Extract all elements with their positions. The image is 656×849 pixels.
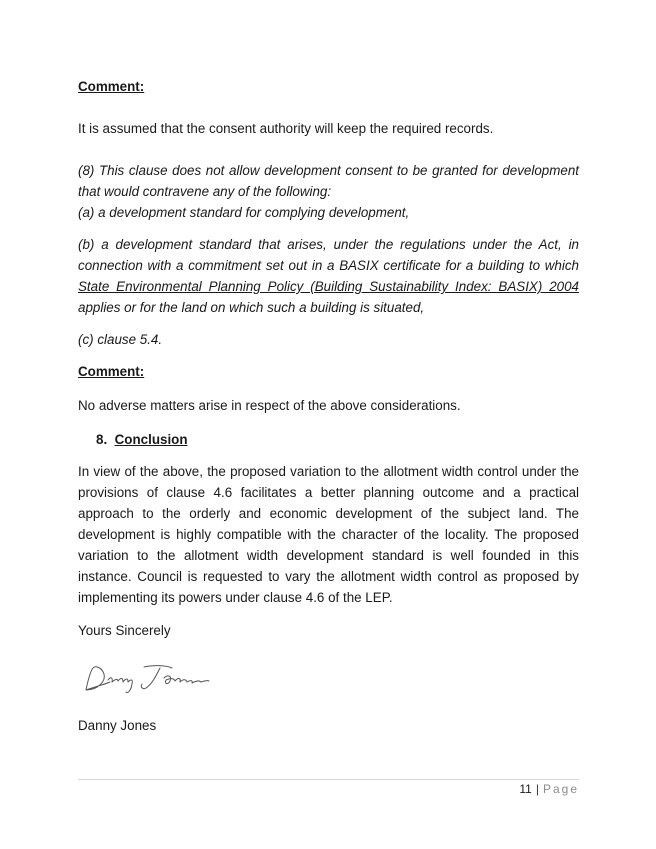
page-footer — [78, 780, 579, 798]
clause-8-item-a: (a) a development standard for complying development, — [78, 205, 410, 220]
clause-8-item-b — [78, 234, 579, 318]
page-label: Page — [542, 782, 579, 796]
section-number: 8. — [96, 432, 108, 447]
signatory-name: Danny Jones — [78, 718, 157, 733]
comment-text: It is assumed that the consent authority will keep the required records. — [78, 121, 494, 136]
clause-8-intro: (8) This clause does not allow development consent to be granted for development that would contravene any of the following: — [78, 163, 579, 199]
basix-policy-reference: State Environmental Planning Policy (Building Sustainability Index: BASIX) 2004 — [78, 279, 579, 294]
comment-heading-2: Comment: — [78, 364, 145, 379]
conclusion-heading — [96, 429, 579, 450]
section-title: Conclusion — [114, 432, 188, 447]
item-b-text-end: applies or for the land on which such a building is situated, — [78, 300, 425, 315]
salutation: Yours Sincerely — [78, 623, 171, 638]
item-b-text: (b) a development standard that arises, under the regulations under the Act, in connection with a commitment set out in a BASIX certificate for a building to which — [78, 237, 579, 273]
clause-8-item-c: (c) clause 5.4. — [78, 332, 163, 347]
footer-separator: | — [535, 782, 539, 796]
comment-heading: Comment: — [78, 79, 145, 94]
comment-text-2: No adverse matters arise in respect of the above considerations. — [78, 398, 461, 413]
page-number: 11 — [519, 782, 532, 796]
signature-image — [80, 654, 230, 698]
conclusion-text: In view of the above, the proposed variation to the allotment width control under the provisions of clause 4.6 facilitates a better planning outcome and a practical approach to the orderly and economic development of the subject land. The development is highly compatible with the character of the locality. The proposed variation to the allotment width development standard is well founded in this instance. Council is requested to vary the allotment width control as proposed by implementing its powers under clause 4.6 of the LEP. — [78, 464, 579, 605]
